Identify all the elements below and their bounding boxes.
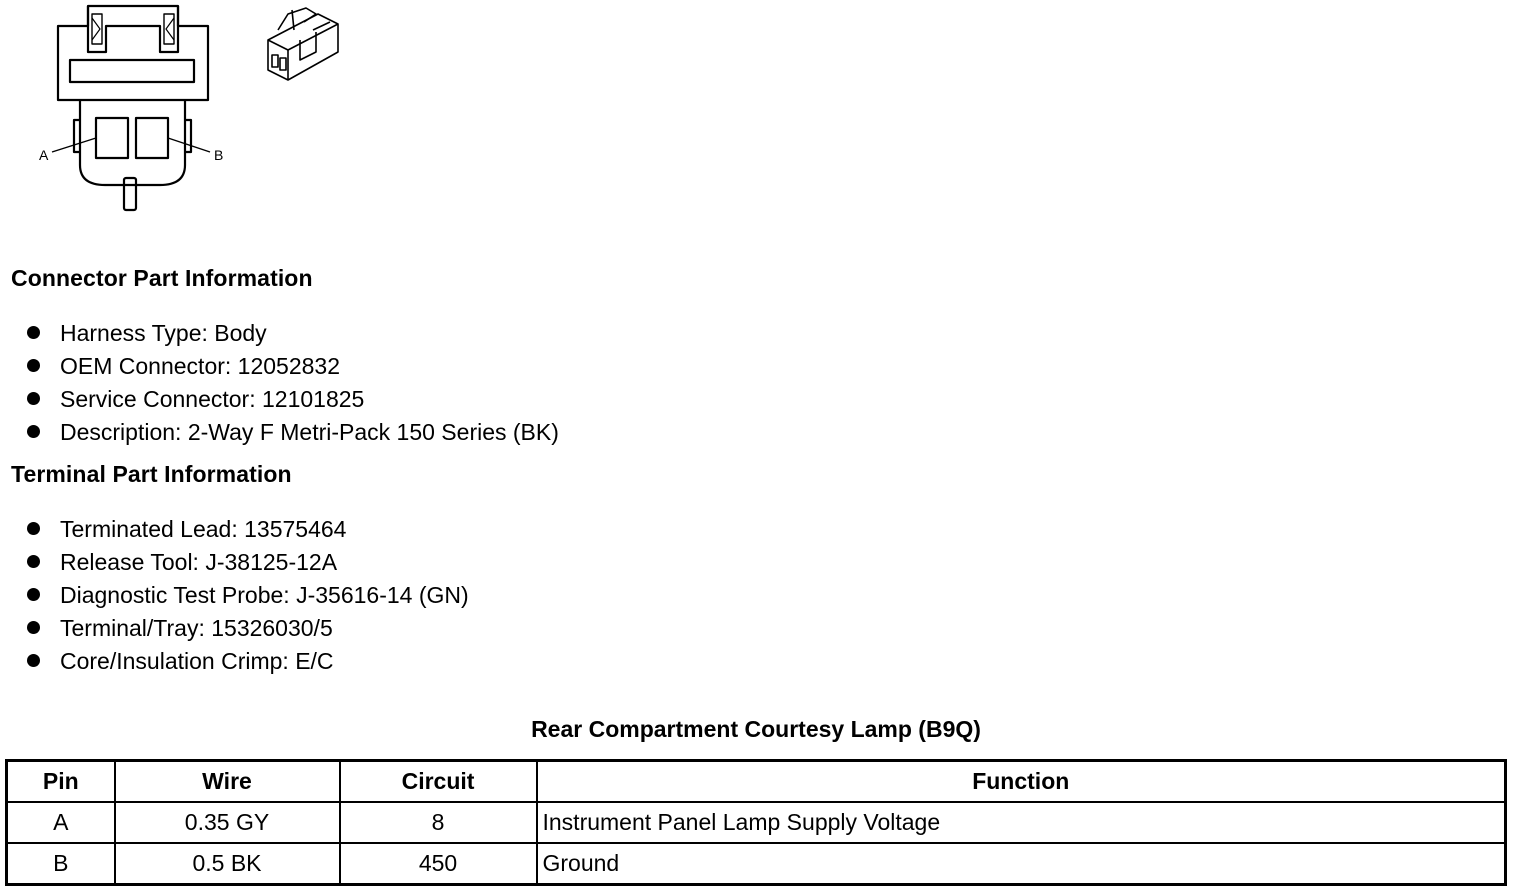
list-item: Core/Insulation Crimp: E/C	[27, 646, 469, 679]
connector-part-info-heading: Connector Part Information	[11, 265, 313, 291]
cell-pin: B	[7, 843, 115, 885]
cell-wire: 0.5 BK	[115, 843, 340, 885]
list-item: Service Connector: 12101825	[27, 384, 559, 417]
terminal-part-info-heading: Terminal Part Information	[11, 461, 292, 487]
list-item: Harness Type: Body	[27, 318, 559, 351]
list-item: OEM Connector: 12052832	[27, 351, 559, 384]
bullet-icon	[27, 654, 40, 667]
cell-wire: 0.35 GY	[115, 802, 340, 843]
header-function: Function	[537, 761, 1506, 803]
pin-table-title: Rear Compartment Courtesy Lamp (B9Q)	[531, 716, 981, 742]
bullet-icon	[27, 425, 40, 438]
cell-function: Instrument Panel Lamp Supply Voltage	[537, 802, 1506, 843]
list-item: Terminated Lead: 13575464	[27, 514, 469, 547]
bullet-icon	[27, 522, 40, 535]
pin-label-a: A	[39, 147, 49, 163]
bullet-icon	[27, 588, 40, 601]
bullet-icon	[27, 392, 40, 405]
list-item: Diagnostic Test Probe: J-35616-14 (GN)	[27, 580, 469, 613]
list-item: Release Tool: J-38125-12A	[27, 547, 469, 580]
list-item: Description: 2-Way F Metri-Pack 150 Series (BK)	[27, 417, 559, 450]
connector-face-diagram	[30, 0, 240, 215]
bullet-icon	[27, 326, 40, 339]
cell-function: Ground	[537, 843, 1506, 885]
header-pin: Pin	[7, 761, 115, 803]
pin-label-b: B	[214, 147, 224, 163]
table-header-row	[7, 761, 1506, 803]
connector-iso-icon	[258, 0, 348, 90]
connector-info-list	[27, 318, 559, 450]
cell-circuit: 450	[340, 843, 537, 885]
list-item: Terminal/Tray: 15326030/5	[27, 613, 469, 646]
table-row	[7, 802, 1506, 843]
cell-pin: A	[7, 802, 115, 843]
table-row	[7, 843, 1506, 885]
bullet-icon	[27, 621, 40, 634]
bullet-icon	[27, 555, 40, 568]
cell-circuit: 8	[340, 802, 537, 843]
header-circuit: Circuit	[340, 761, 537, 803]
pin-table	[5, 759, 1507, 886]
terminal-info-list	[27, 514, 469, 679]
bullet-icon	[27, 359, 40, 372]
header-wire: Wire	[115, 761, 340, 803]
